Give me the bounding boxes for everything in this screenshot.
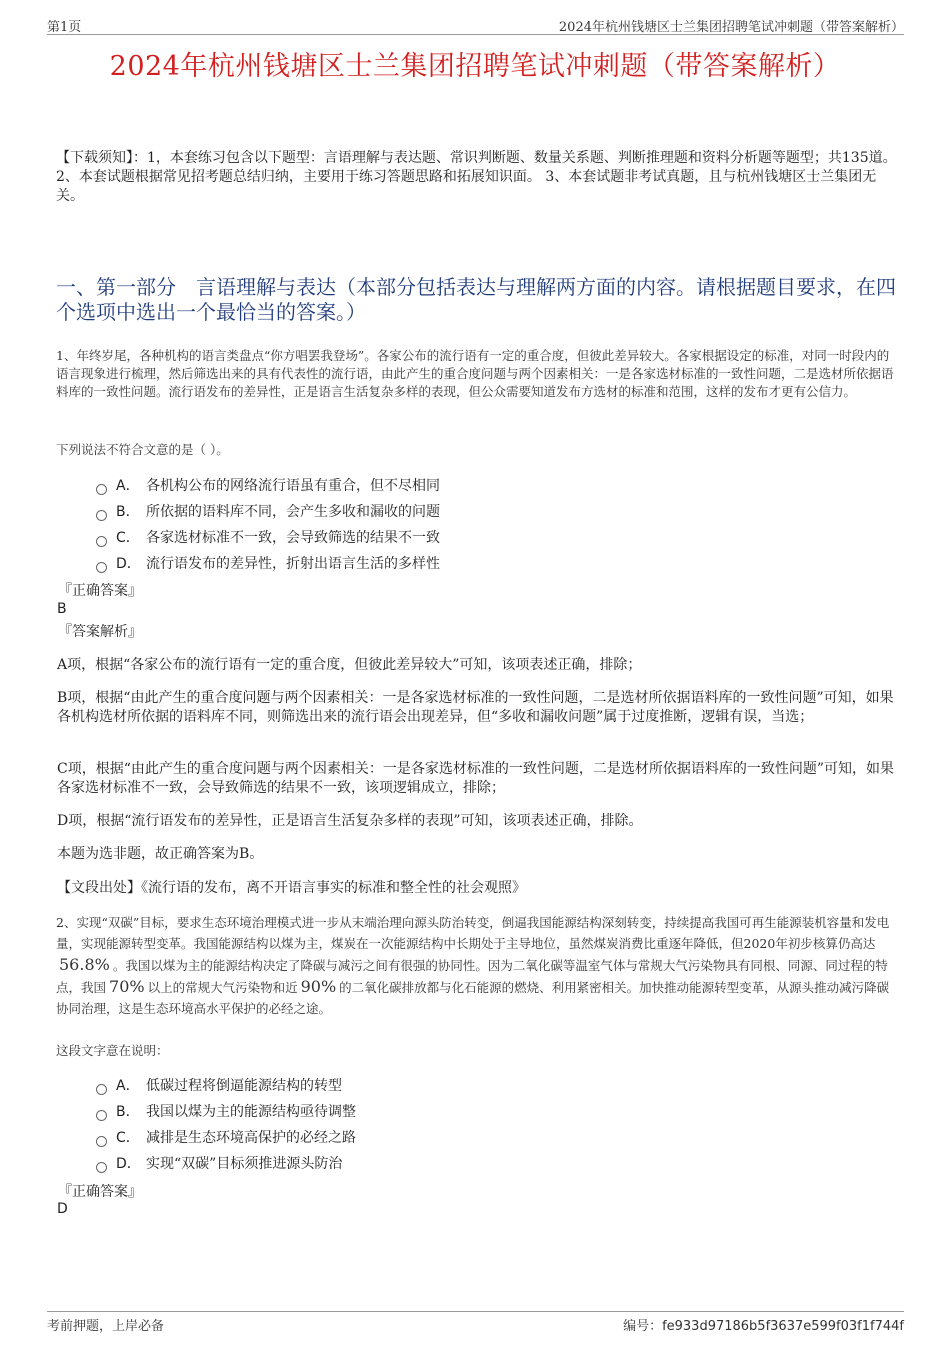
q2-option-b[interactable]: [96, 1102, 356, 1122]
q1-answer: B: [57, 601, 67, 617]
option-letter: A．: [116, 478, 140, 494]
q1-option-a[interactable]: [96, 476, 440, 496]
radio-icon[interactable]: [96, 562, 107, 573]
page-footer: [47, 1311, 904, 1334]
option-text: 减排是生态环境高保护的必经之路: [146, 1130, 356, 1146]
option-text: 流行语发布的差异性，折射出语言生活的多样性: [146, 556, 440, 572]
q1-analysis-label: 『答案解析』: [58, 624, 142, 640]
header-doc-title: 2024年杭州钱塘区士兰集团招聘笔试冲刺题（带答案解析）: [558, 20, 904, 35]
q2-answer-label: 『正确答案』: [58, 1184, 142, 1200]
q1-analysis-c: C项，根据“由此产生的重合度问题与两个因素相关：一是各家选材标准的一致性问题，二是选材所依据语料库的一致性问题”可知，如果各家选材标准不一致，会导致筛选的结果不一致，该项逻辑成立，排除；: [57, 761, 895, 796]
q2-question: 这段文字意在说明：: [56, 1043, 169, 1058]
radio-icon[interactable]: [96, 1084, 107, 1095]
option-text: 各家选材标准不一致，会导致筛选的结果不一致: [146, 530, 440, 546]
radio-icon[interactable]: [96, 1110, 107, 1121]
option-text: 所依据的语料库不同，会产生多收和漏收的问题: [146, 504, 440, 520]
q2-answer: D: [57, 1201, 68, 1217]
footer-slogan: 考前押题，上岸必备: [47, 1319, 165, 1334]
option-text: 我国以煤为主的能源结构亟待调整: [146, 1104, 356, 1120]
option-letter: D．: [116, 556, 141, 572]
q2-passage-part-1: 2、实现“双碳”目标，要求生态环境治理模式进一步从末端治理向源头防治转变，倒逼我国能源结构深刻转变，持续提高我国可再生能源装机容量和发电量，实现能源转型变革。我国能源结构以煤为主，煤炭在一次能源结构中长期处于主导地位，虽然煤炭消费比重逐年降低，但2020年初步核算仍高达: [56, 915, 890, 951]
radio-icon[interactable]: [96, 1136, 107, 1147]
q2-percent-co2: 90%: [300, 977, 337, 996]
q1-analysis-a: A项，根据“各家公布的流行语有一定的重合度，但彼此差异较大”可知，该项表述正确，排除；: [57, 657, 642, 673]
footer-serial: 编号：fe933d97186b5f3637e599f03f1f744f: [623, 1319, 904, 1334]
document-title: 2024年杭州钱塘区士兰集团招聘笔试冲刺题（带答案解析）: [109, 51, 841, 82]
radio-icon[interactable]: [96, 510, 107, 521]
q2-passage-part-3: 以上的常规大气污染物和近: [147, 980, 298, 995]
q1-conclusion: 本题为选非题，故正确答案为B。: [57, 846, 264, 862]
q2-passage: [56, 912, 900, 1019]
option-text: 低碳过程将倒逼能源结构的转型: [146, 1078, 342, 1094]
q1-answer-label: 『正确答案』: [58, 583, 142, 599]
option-letter: B．: [116, 1104, 140, 1120]
radio-icon[interactable]: [96, 536, 107, 547]
q1-analysis-d: D项，根据“流行语发布的差异性，正是语言生活复杂多样的表现”可知，该项表述正确，排除。: [57, 813, 643, 829]
q2-percent-coal: 56.8%: [59, 955, 110, 974]
q1-source: 【文段出处】《流行语的发布，离不开语言事实的标准和整全性的社会观照》: [57, 880, 526, 896]
q2-percent-pollutants: 70%: [109, 977, 145, 996]
q1-question: 下列说法不符合文意的是（ ）。: [56, 442, 229, 457]
radio-icon[interactable]: [96, 1162, 107, 1173]
q2-option-a[interactable]: [96, 1076, 342, 1096]
q1-option-b[interactable]: [96, 502, 440, 522]
section-title: 一、第一部分 言语理解与表达（本部分包括表达与理解两方面的内容。请根据题目要求，在四个选项中选出一个最恰当的答案。）: [56, 275, 896, 324]
q2-option-c[interactable]: [96, 1128, 356, 1148]
option-letter: A．: [116, 1078, 140, 1094]
option-letter: C．: [116, 530, 140, 546]
page-number: 第1页: [47, 20, 82, 35]
option-letter: B．: [116, 504, 140, 520]
radio-icon[interactable]: [96, 484, 107, 495]
option-text: 各机构公布的网络流行语虽有重合，但不尽相同: [146, 478, 440, 494]
q2-option-d[interactable]: [96, 1154, 342, 1174]
q2-passage-part-2: 。我国以煤为主的能源结构决定了降碳与减污之间有很强的协同性。因为二氧化碳等温室气体与常规大气污染物具有同根、同源、同过程的特点，我国: [56, 958, 888, 995]
q1-option-c[interactable]: [96, 528, 440, 548]
q2-passage-part-4: 的二氧化碳排放都与化石能源的燃烧、利用紧密相关。加快推动能源转型变革，从源头推动减污降碳协同治理，这是生态环境高水平保护的必经之途。: [56, 980, 890, 1016]
option-text: 实现“双碳”目标须推进源头防治: [146, 1156, 343, 1172]
q1-option-d[interactable]: [96, 554, 440, 574]
q1-passage: 1、年终岁尾，各种机构的语言类盘点“你方唱罢我登场”。各家公布的流行语有一定的重合度，但彼此差异较大。各家根据设定的标准，对同一时段内的语言现象进行梳理，然后筛选出来的具有代表性的流行语，由此产生的重合度问题与两个因素相关：一是各家选材标准的一致性问题，二是选材所依据语料库的一致性问题。流行语发布的差异性，正是语言生活复杂多样的表现，但公众需要知道发布方选材的标准和范围，这样的发布才更有公信力。: [56, 348, 894, 399]
q1-analysis-b: B项，根据“由此产生的重合度问题与两个因素相关：一是各家选材标准的一致性问题，二是选材所依据语料库的一致性问题”可知，如果各机构选材所依据的语料库不同，则筛选出来的流行语会出现差异，但“多收和漏收问题”属于过度推断，逻辑有误，当选；: [57, 690, 894, 725]
page-header: [47, 14, 904, 35]
option-letter: C．: [116, 1130, 140, 1146]
download-notice: 【下载须知】：1，本套练习包含以下题型：言语理解与表达题、常识判断题、数量关系题、判断推理题和资料分析题等题型；共135道。 2、本套试题根据常见招考题总结归纳，主要用于练习答题思路和拓展知识面。 3、本套试题非考试真题，且与杭州钱塘区士兰集团无关。: [56, 150, 897, 204]
option-letter: D．: [116, 1156, 141, 1172]
